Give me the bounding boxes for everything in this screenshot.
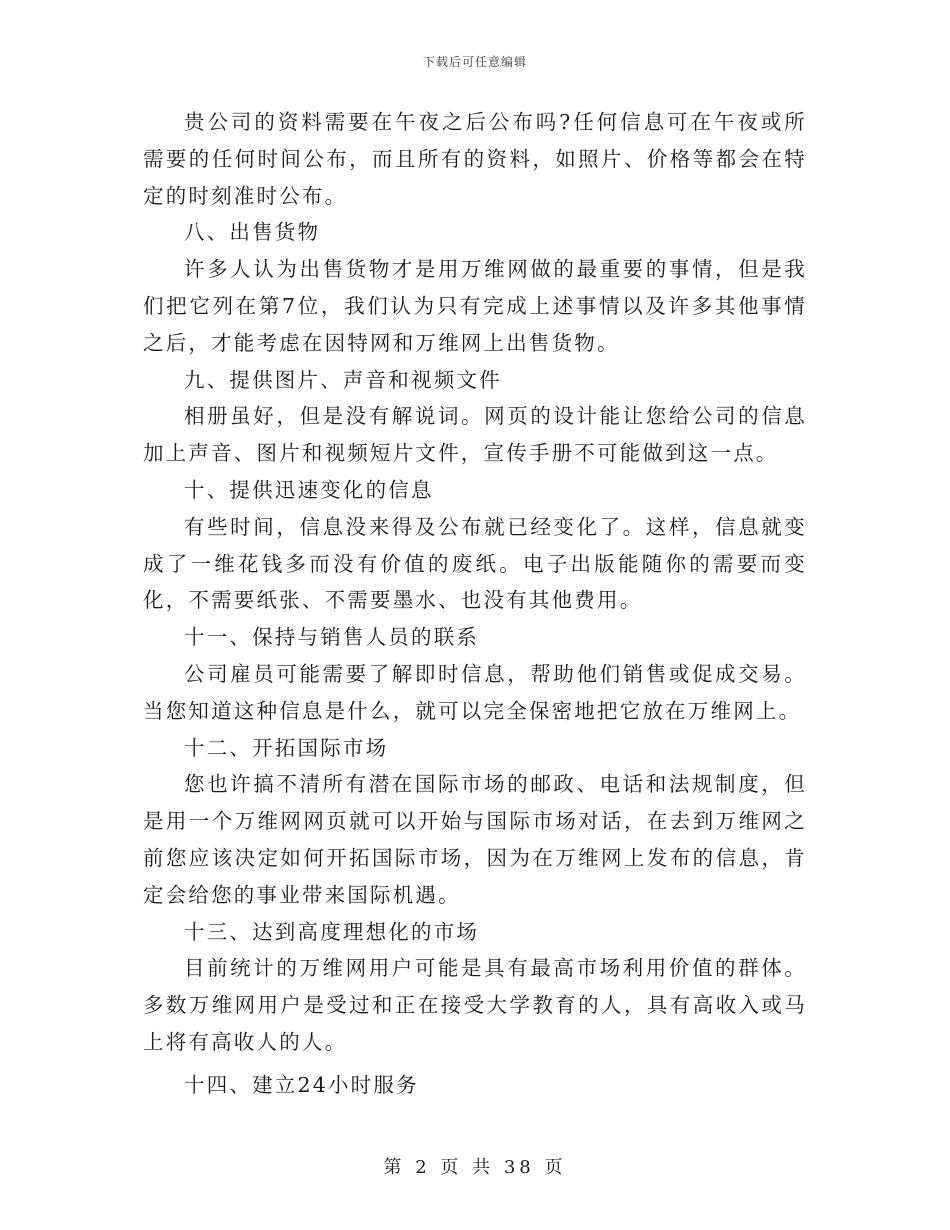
paragraph-body: 贵公司的资料需要在午夜之后公布吗?任何信息可在午夜或所需要的任何时间公布，而且所有的资料，如照片、价格等都会在特定的时刻准时公布。 [143, 110, 807, 208]
section-heading: 十、提供迅速变化的信息 [184, 477, 434, 502]
document-body [143, 104, 807, 1104]
section-heading: 八、出售货物 [184, 220, 321, 245]
paragraph-body: 公司雇员可能需要了解即时信息，帮助他们销售或促成交易。当您知道这种信息是什么，就可以完全保密地把它放在万维网上。 [143, 661, 807, 723]
paragraph-body: 目前统计的万维网用户可能是具有最高市场利用价值的群体。多数万维网用户是受过和正在接受大学教育的人，具有高收入或马上将有高收人的人。 [143, 956, 807, 1054]
paragraph-body: 许多人认为出售货物才是用万维网做的最重要的事情，但是我们把它列在第7位，我们认为只有完成上述事情以及许多其他事情之后，才能考虑在因特网和万维网上出售货物。 [143, 257, 807, 355]
paragraph-body: 相册虽好，但是没有解说词。网页的设计能让您给公司的信息加上声音、图片和视频短片文件，宣传手册不可能做到这一点。 [143, 404, 807, 466]
page-header: 下载后可任意编辑 [422, 55, 527, 69]
paragraph-body: 有些时间，信息没来得及公布就已经变化了。这样，信息就变成了一维花钱多而没有价值的废纸。电子出版能随你的需要而变化，不需要纸张、不需要墨水、也没有其他费用。 [143, 514, 807, 613]
section-heading: 十一、保持与销售人员的联系 [184, 625, 480, 650]
section-heading: 十四、建立24小时服务 [184, 1072, 419, 1097]
page-footer: 第 2 页 共 38 页 [383, 1157, 567, 1178]
section-heading: 十二、开拓国际市场 [184, 735, 389, 760]
paragraph-body: 您也许搞不清所有潜在国际市场的邮政、电话和法规制度，但是用一个万维网网页就可以开始与国际市场对话，在去到万维网之前您应该决定如何开拓国际市场，因为在万维网上发布的信息，肯定会给您的事业带来国际机遇。 [143, 772, 807, 907]
section-heading: 十三、达到高度理想化的市场 [184, 919, 480, 944]
section-heading: 九、提供图片、声音和视频文件 [184, 367, 502, 392]
